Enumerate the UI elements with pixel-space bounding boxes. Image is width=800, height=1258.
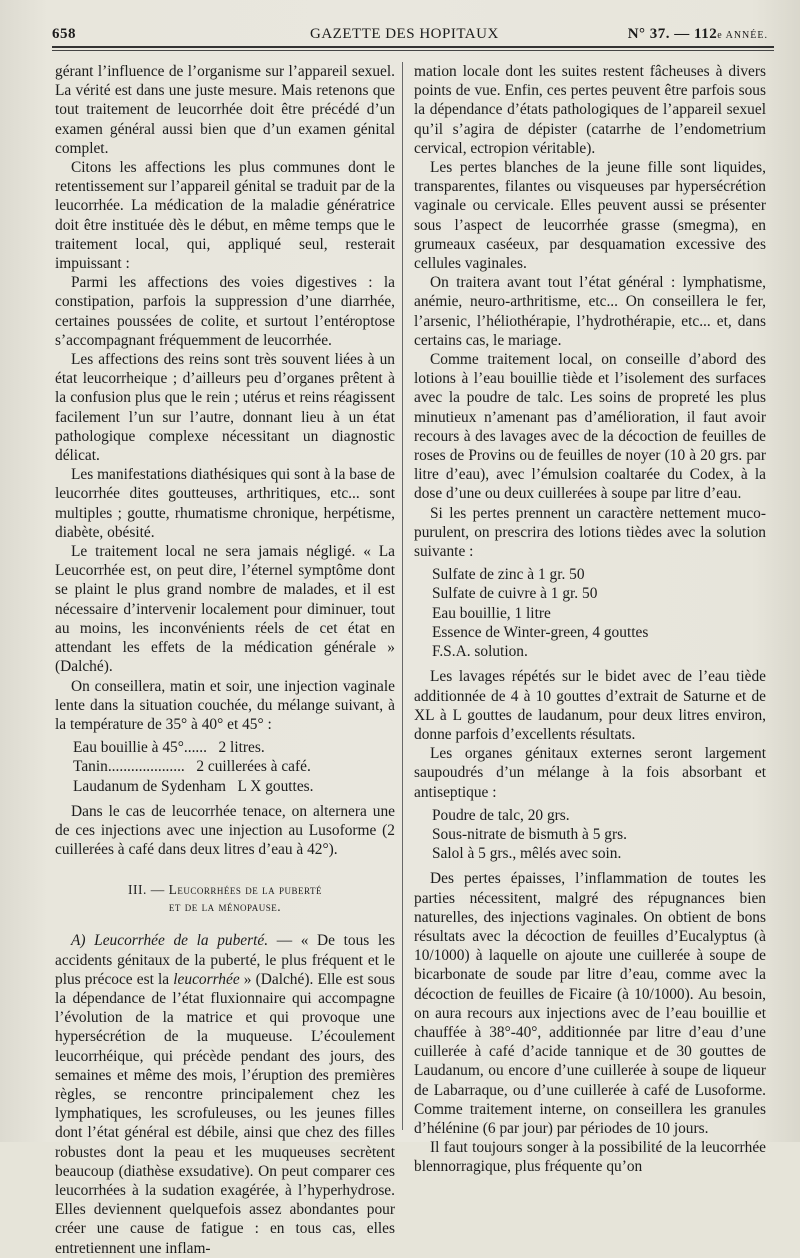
column-divider bbox=[402, 62, 403, 1130]
section-title-line2: et de la ménopause. bbox=[168, 899, 282, 915]
subsection-label: A) Leucorrhée de la puberté. bbox=[71, 932, 269, 950]
formula-line: F.S.A. solution. bbox=[432, 643, 528, 661]
paragraph: Les affections des reins sont très souvent liées à un état leucorrheique ; d’ailleurs peu d’organes prêtent à la confusion plus que le rein ; utérus et reins réagissent facilement l’un sur l’autre, donnant lieu à un état pathologique complexe nécessitant un diagnostic délicat. bbox=[55, 351, 395, 465]
prescription-formula bbox=[432, 806, 766, 864]
formula-line: Tanin.................... 2 cuillerées à café. bbox=[73, 758, 311, 776]
right-column bbox=[414, 62, 766, 1177]
section-number: III. — bbox=[128, 882, 165, 898]
paragraph: Comme traitement local, on conseille d’abord des lotions à l’eau bouillie tiède et l’isolement des surfaces avec la poudre de talc. Les soins de propreté les plus minutieux n’amenant pas d’amélioration, il faut avoir recours à des lavages avec de la décoction de feuilles de roses de Provins ou de feuilles de noyer (10 à 20 grs. par litre d’eau), avec l’émulsion coaltarée du Codex, à la dose d’une ou deux cuillerées à soupe par litre d’eau. bbox=[414, 351, 766, 503]
paragraph: On traitera avant tout l’état général : lymphatisme, anémie, neuro-arthritisme, etc... On conseillera le fer, l’arsenic, l’héliothérapie, l’hydrothérapie, etc... et, dans certains cas, le mariage. bbox=[414, 274, 766, 349]
paragraph: Parmi les affections des voies digestives : la constipation, parfois la suppression d’une diarrhée, certaines poussées de colite, et surtout l’entéroptose s’accompagnant fréquemment de leucorrhée. bbox=[55, 274, 395, 349]
formula-line: Sous-nitrate de bismuth à 5 grs. bbox=[432, 825, 627, 843]
formula-line: Laudanum de Sydenham L X gouttes. bbox=[73, 777, 314, 795]
paragraph: Les pertes blanches de la jeune fille sont liquides, transparentes, filantes ou visqueuses par hypersécrétion vaginale ou cervicale. Elles peuvent aussi se présenter sous l’aspect de leucorrhée grasse (smegma), en grumeaux caséeux, par desquamation excessive des cellules vaginales. bbox=[414, 159, 766, 273]
paragraph-text: » (Dalché). Elle est sous la dépendance de l’état fluxionnaire qui accompagne l’évolution de la matrice et qui provoque une hypersécrétion de la muqueuse. L’écoulement leucorrhéique, qui précède pendant des jours, des semaines et même des mois, l’éruption des premières règles, se rencontre principalement chez les lymphatiques, les scrofuleuses, ou les jeunes filles dont l’état général est débile, ainsi que chez des filles robustes dont la peau et les muqueuses secrètent beaucoup (diathèse exsudative). On peut comparer ces leucorrhées à la sudation exagérée, à l’hyperhydrose. Elles deviennent quelquefois assez abondantes pour créer une cause de fatigue : en tous cas, elles entretiennent une inflam- bbox=[55, 970, 395, 1257]
formula-line: Sulfate de zinc à 1 gr. 50 bbox=[432, 566, 585, 584]
emphasis-term: leucorrhée bbox=[173, 970, 240, 988]
paragraph: mation locale dont les suites restent fâcheuses à divers points de vue. Enfin, ces pertes peuvent être parfois sous la dépendance d’états pathologiques de l’appareil sexuel qu’il s’agira de dépister (catarrhe de l’endometrium cervical, ectropion véritable). bbox=[414, 63, 766, 157]
page-header bbox=[52, 22, 772, 44]
issue-suffix: e ANNÉE. bbox=[717, 30, 768, 41]
formula-line: Eau bouillie, 1 litre bbox=[432, 604, 551, 622]
paragraph: Citons les affections les plus communes dont le retentissement sur l’appareil génital se traduit par de la leucorrhée. La médication de la maladie génératrice doit être instituée dès le début, en même temps que le traitement local, qui, appliqué seul, resterait impuissant : bbox=[55, 159, 395, 273]
paragraph: Le traitement local ne sera jamais négligé. « La Leucorrhée est, on peut dire, l’éternel symptôme dont se plaint le plus grand nombre de malades, et il est nécessaire d’intervenir localement pour diminuer, tout au moins, les inconvénients réels de cet état en attendant les effets de la médication générale » (Dalché). bbox=[55, 543, 395, 676]
paragraph: Il faut toujours songer à la possibilité de la leucorrhée blennorragique, plus fréquente qu’on bbox=[414, 1139, 766, 1176]
journal-title: GAZETTE DES HOPITAUX bbox=[310, 26, 499, 42]
left-column bbox=[55, 62, 395, 1258]
paragraph bbox=[55, 931, 395, 1257]
paragraph: Des pertes épaisses, l’inflammation de toutes les parties nécessitent, malgré des répugnances bien naturelles, des injections vaginales. On obtient de bons résultats avec la décoction de feuilles d’Eucalyptus (à 10/1000) à laquelle on ajoute une cuillerée à soupe de bicarbonate de soude par litre d’eau, comme avec la décoction de feuilles de Ficaire (à 10/1000). Au besoin, on aura recours aux injections avec de l’eau bouillie et chauffée à 38°-40°, additionnée par litre d’eau d’une cuillerée à café d’acide tannique et de 30 gouttes de Laudanum, ou encore d’une cuillerée à soupe de liqueur de Labarraque, ou d’une cuillerée à café de Lusoforme. Comme traitement interne, on conseillera les granules d’hélénine (6 par jour) par périodes de 10 jours. bbox=[414, 870, 766, 1137]
prescription-formula bbox=[73, 738, 395, 796]
formula-line: Essence de Winter-green, 4 gouttes bbox=[432, 623, 649, 641]
formula-line: Sulfate de cuivre à 1 gr. 50 bbox=[432, 585, 598, 603]
paragraph: Les organes génitaux externes seront largement saupoudrés d’un mélange à la fois absorbant et antiseptique : bbox=[414, 745, 766, 801]
paragraph: gérant l’influence de l’organisme sur l’appareil sexuel. La vérité est dans une juste mesure. Mais retenons que tout traitement de leucorrhée doit être précédé d’un examen général aussi bien que d’un examen génital complet. bbox=[55, 63, 395, 157]
section-heading bbox=[55, 881, 395, 915]
page-number: 658 bbox=[52, 26, 76, 42]
formula-line: Salol à 5 grs., mêlés avec soin. bbox=[432, 845, 622, 863]
issue-main: N° 37. — 112 bbox=[627, 26, 718, 42]
paragraph: Les lavages répétés sur le bidet avec de l’eau tiède additionnée de 4 à 10 gouttes d’extrait de Saturne et de XL à L gouttes de laudanum, pour deux litres environ, donne parfois d’excellents résultats. bbox=[414, 668, 766, 743]
paragraph: On conseillera, matin et soir, une injection vaginale lente dans la situation couchée, du mélange suivant, à la température de 35° à 40° et 45° : bbox=[55, 677, 395, 733]
header-rule bbox=[52, 46, 774, 48]
header-rule-thin bbox=[52, 50, 774, 51]
prescription-formula bbox=[432, 565, 766, 661]
formula-line: Eau bouillie à 45°...... 2 litres. bbox=[73, 739, 265, 757]
paragraph: Dans le cas de leucorrhée tenace, on alternera une de ces injections avec une injection au Lusoforme (2 cuillerées à café dans deux litres d’eau à 42°). bbox=[55, 802, 395, 859]
paragraph: Si les pertes prennent un caractère nettement muco-purulent, on prescrira des lotions tièdes avec la solution suivante : bbox=[414, 504, 766, 561]
section-title-line1: Leucorrhées de la puberté bbox=[168, 882, 322, 898]
issue-number bbox=[628, 26, 768, 43]
paragraph: Les manifestations diathésiques qui sont à la base de leucorrhée dites goutteuses, arthritiques, etc... sont multiples ; goutte, rhumatisme chronique, herpétisme, diabète, obésité. bbox=[55, 466, 395, 541]
formula-line: Poudre de talc, 20 grs. bbox=[432, 806, 570, 824]
paragraph-text: — « De tous les accidents génitaux de la puberté, le plus fréquent et le plus précoce est la bbox=[55, 932, 395, 988]
